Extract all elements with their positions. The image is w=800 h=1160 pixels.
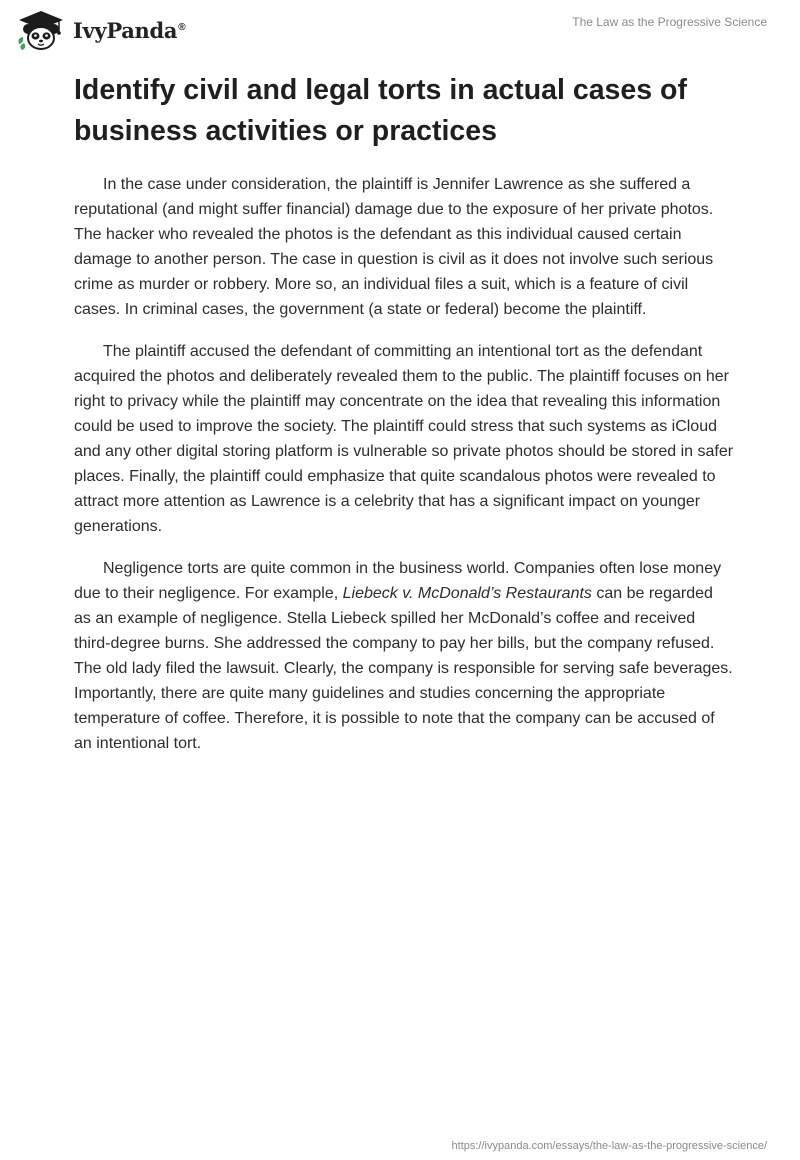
brand-name: IvyPanda® <box>73 17 186 43</box>
panda-graduate-icon <box>15 8 67 52</box>
source-url[interactable]: https://ivypanda.com/essays/the-law-as-the-progressive-science/ <box>451 1140 767 1152</box>
paragraph-text: can be regarded as an example of negligence. Stella Liebeck spilled her McDonald’s coffee and received third-degree burns. She addressed the company to pay her bills, but the company refused. The old lady filed the lawsuit. Clearly, the company is responsible for serving safe beverages. Importantly, there are quite many guidelines and studies concerning the appropriate temperature of coffee. Therefore, it is possible to note that the company can be accused of an intentional tort. <box>74 585 733 752</box>
paragraph <box>74 556 734 756</box>
paragraph: The plaintiff accused the defendant of committing an intentional tort as the defendant acquired the photos and deliberately revealed them to the public. The plaintiff focuses on her right to privacy while the plaintiff may concentrate on the idea that revealing this information could be used to improve the society. The plaintiff could stress that such systems as iCloud and any other digital storing platform is vulnerable so private photos should be stored in safer places. Finally, the plaintiff could emphasize that quite scandalous photos were revealed to attract more attention as Lawrence is a celebrity that has a significant impact on younger generations. <box>74 343 734 535</box>
paragraph-text: Negligence torts are quite common in the business world. Companies often lose money due to their negligence. For example, <box>74 560 722 602</box>
registered-mark: ® <box>178 21 186 33</box>
running-title: The Law as the Progressive Science <box>572 15 767 29</box>
ivypanda-logo[interactable] <box>15 8 185 52</box>
page-title: Identify civil and legal torts in actual cases of business activities or practices <box>74 74 687 147</box>
paragraph: In the case under consideration, the plaintiff is Jennifer Lawrence as she suffered a reputational (and might suffer financial) damage due to the exposure of her private photos. The hacker who revealed the photos is the defendant as this individual caused certain damage to another person. The case in question is civil as it does not involve such serious crime as murder or robbery. More so, an individual files a suit, which is a feature of civil cases. In criminal cases, the government (a state or federal) become the plaintiff. <box>74 176 714 318</box>
case-name: Liebeck v. McDonald’s Restaurants <box>342 585 592 602</box>
page-header <box>0 0 800 60</box>
essay-body <box>74 172 734 773</box>
